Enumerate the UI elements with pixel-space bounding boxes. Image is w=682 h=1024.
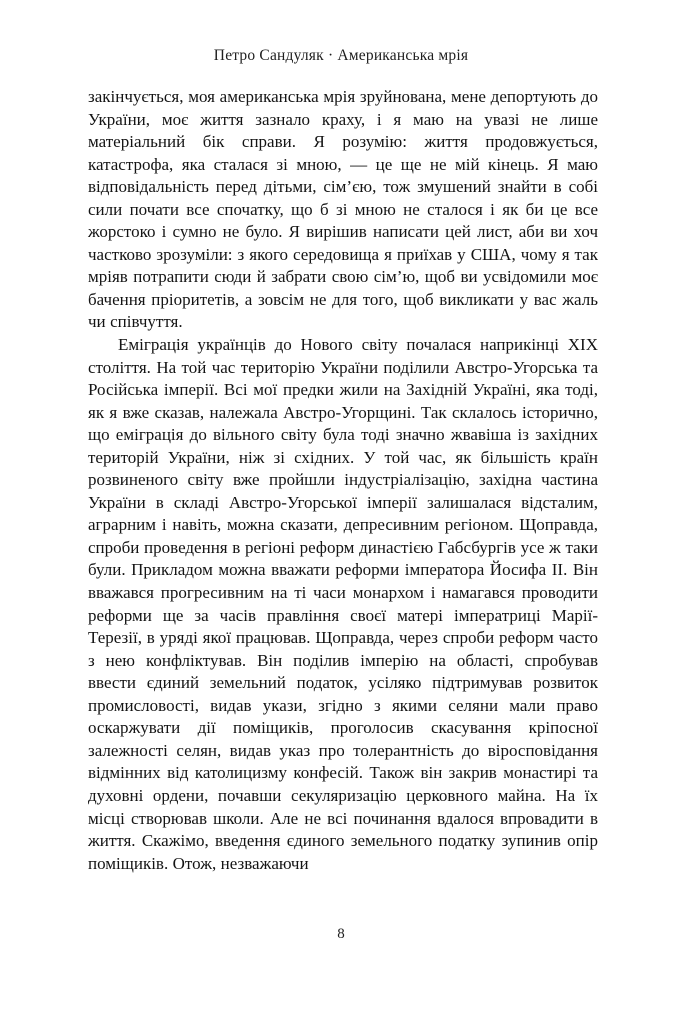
paragraph-continuation: закінчується, моя американська мрія зруйнована, мене депортують до України, моє життя зазнало краху, і я маю на увазі не лише матеріальний бік справи. Я розумію: життя продовжується, катастрофа, яка сталася зі мною, — це ще не мій кінець. Я маю відповідальність перед дітьми, сім’єю, тож змушений знайти в собі сили почати все спочатку, що б зі мною не сталося і як би це все жорстоко і сумно не було. Я вирішив написати цей лист, аби ви хоч частково зрозуміли: з якого середовища я приїхав у США, чому я так мріяв потрапити сюди й забрати свою сім’ю, щоб ви усвідомили моє бачення пріоритетів, а зовсім не для того, щоб викликати у вас жаль чи співчуття. [88, 87, 598, 332]
text-block [88, 86, 598, 875]
running-header: Петро Сандуляк · Американська мрія [213, 47, 469, 64]
page-number: 8 [337, 926, 345, 942]
paragraph: Еміграція українців до Нового світу почалася наприкінці XIX століття. На той час територію України поділили Австро-Угорська та Російська імперії. Всі мої предки жили на Західній Україні, яка тоді, як я вже сказав, належала Австро-Угорщині. Так склалось історично, що еміграція до вільного світу була тоді значно жвавіша із західних територій України, ніж зі східних. У той час, як більшість країн розвиненого світу вже пройшли індустріалізацію, західна частина України в складі Австро-Угорської імперії залишалася відсталим, аграрним і навіть, можна сказати, депресивним регіоном. Щоправда, спроби проведення в регіоні реформ династією Габсбургів усе ж таки були. Прикладом можна вважати реформи імператора Йосифа II. Він вважався прогресивним на ті часи монархом і намагався проводити реформи ще за часів правління своєї матері імператриці Марії-Терезії, в уряді якої працював. Щоправда, через спроби реформ часто з нею конфліктував. Він поділив імперію на області, спробував ввести єдиний земельний податок, усіляко підтримував розвиток промисловості, видав укази, згідно з якими селяни мали право оскаржувати дії поміщиків, проголосив скасування кріпосної залежності селян, видав указ про толерантність до віросповідання відмінних від католицизму конфесій. Також він закрив монастирі та духовні ордени, почавши секуляризацію церковного майна. На їх місці створював школи. Але не всі починання вдалося впровадити в життя. Скажімо, введення єдиного земельного податку зупинив опір поміщиків. Отож, незважаючи [88, 335, 598, 873]
